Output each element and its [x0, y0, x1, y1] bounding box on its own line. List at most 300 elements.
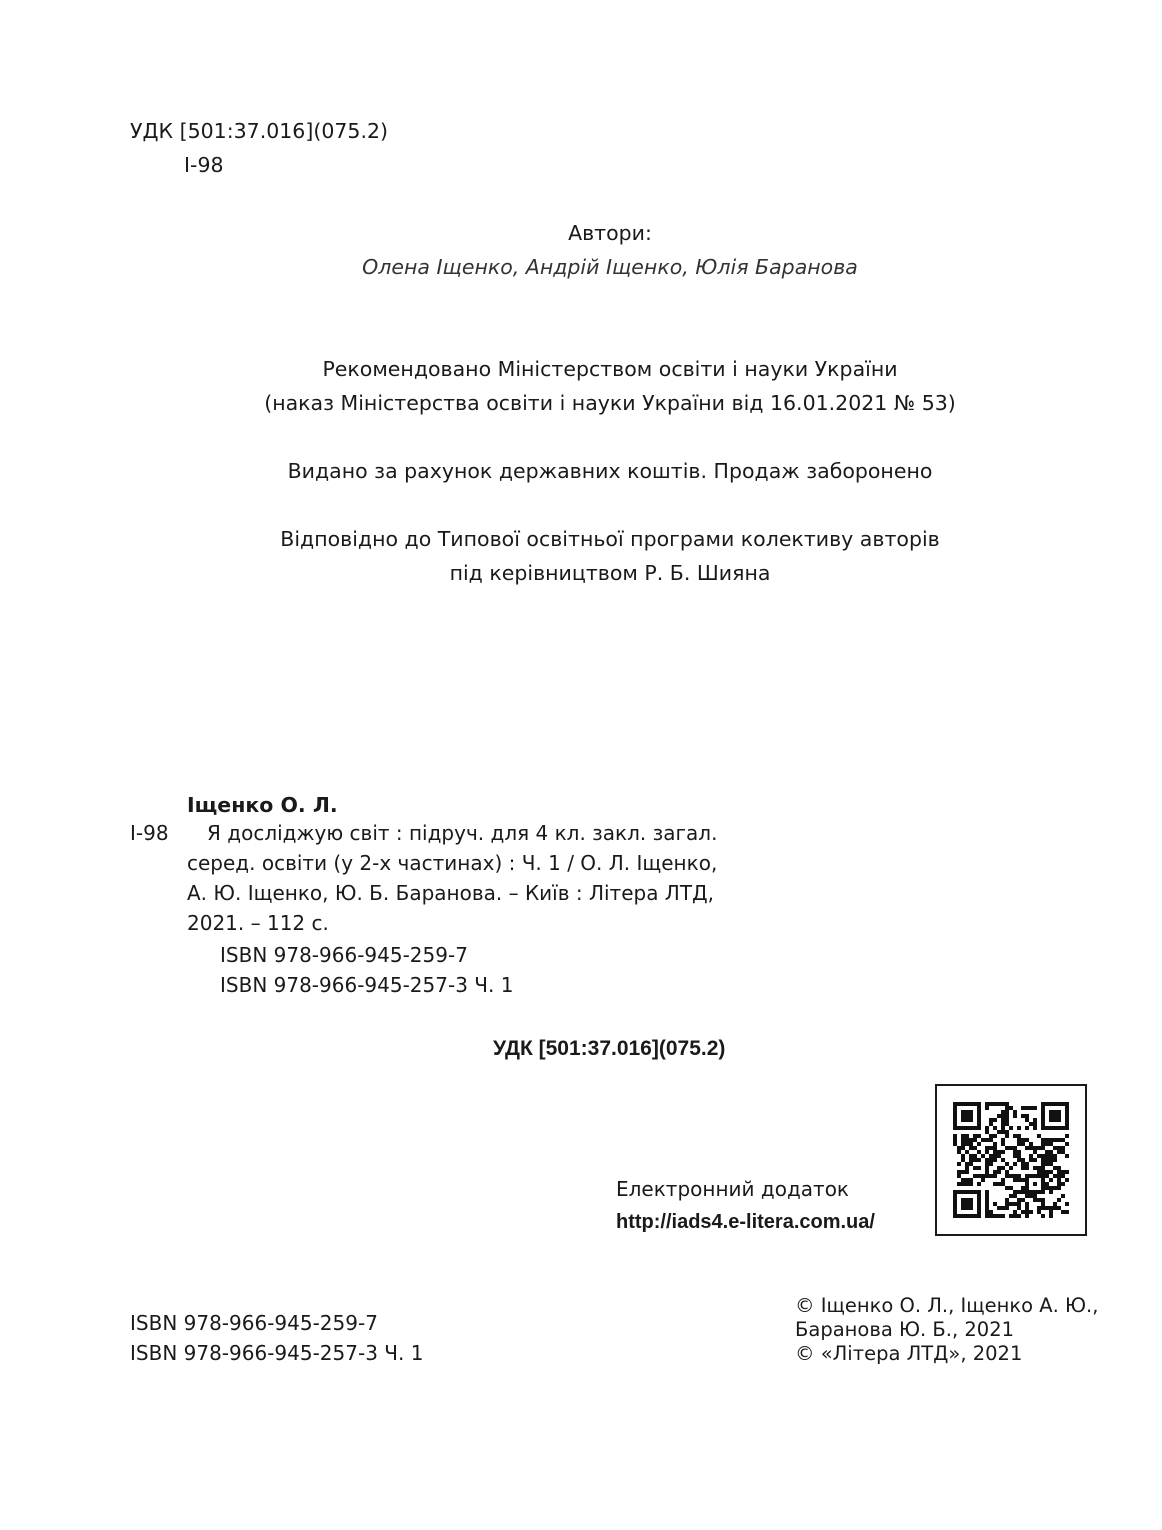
qr-module [1049, 1190, 1053, 1194]
qr-module [1021, 1142, 1025, 1146]
qr-module [1001, 1122, 1005, 1126]
qr-module [1045, 1150, 1049, 1154]
qr-module [1029, 1190, 1033, 1194]
qr-module [1041, 1178, 1045, 1182]
qr-module [953, 1194, 957, 1198]
qr-module [969, 1126, 973, 1130]
qr-module [1065, 1154, 1069, 1158]
qr-module [969, 1118, 973, 1122]
qr-module [985, 1158, 989, 1162]
qr-module [1009, 1174, 1013, 1178]
qr-module [1053, 1102, 1057, 1106]
copyright-line: © «Літера ЛТД», 2021 [795, 1342, 1023, 1365]
qr-module [1013, 1210, 1017, 1214]
qr-module [1017, 1198, 1021, 1202]
qr-module [1005, 1202, 1009, 1206]
qr-module [977, 1122, 981, 1126]
catalog-card-isbn [220, 940, 513, 1000]
qr-module [957, 1174, 961, 1178]
catalog-card-author: Іщенко О. Л. [187, 793, 338, 817]
qr-module [1033, 1158, 1037, 1162]
qr-module [973, 1214, 977, 1218]
qr-module [973, 1158, 977, 1162]
qr-module [1017, 1206, 1021, 1210]
qr-module [997, 1170, 1001, 1174]
qr-module [985, 1194, 989, 1198]
qr-module [969, 1182, 973, 1186]
qr-module [1057, 1110, 1061, 1114]
authors-names: Олена Іщенко, Андрій Іщенко, Юлія Баранова [362, 255, 858, 279]
recommendation-block [210, 352, 1010, 420]
qr-module [1009, 1202, 1013, 1206]
qr-module [1045, 1158, 1049, 1162]
qr-module [985, 1106, 989, 1110]
qr-module [1049, 1150, 1053, 1154]
qr-module [1061, 1102, 1065, 1106]
qr-module [997, 1166, 1001, 1170]
qr-module [1017, 1134, 1021, 1138]
qr-module [1033, 1106, 1037, 1110]
qr-module [1001, 1166, 1005, 1170]
qr-module [1041, 1110, 1045, 1114]
qr-module [981, 1138, 985, 1142]
qr-module [965, 1202, 969, 1206]
qr-module [985, 1210, 989, 1214]
qr-module [957, 1190, 961, 1194]
qr-module [1065, 1126, 1069, 1130]
qr-module [953, 1122, 957, 1126]
qr-module [1041, 1122, 1045, 1126]
qr-module [1045, 1206, 1049, 1210]
qr-module [1049, 1126, 1053, 1130]
qr-module [1033, 1198, 1037, 1202]
qr-module [993, 1102, 997, 1106]
qr-module [989, 1154, 993, 1158]
electronic-supplement-label: Електронний додаток [616, 1177, 850, 1201]
qr-module [965, 1166, 969, 1170]
qr-module [1041, 1182, 1045, 1186]
qr-module [1005, 1170, 1009, 1174]
qr-module [1045, 1142, 1049, 1146]
qr-module [1005, 1106, 1009, 1110]
qr-module [961, 1134, 965, 1138]
qr-module [957, 1146, 961, 1150]
qr-module [1033, 1118, 1037, 1122]
qr-module [961, 1126, 965, 1130]
program-line-1: Відповідно до Типової освітньої програми колективу авторів [280, 527, 940, 551]
qr-module [957, 1126, 961, 1130]
qr-module [953, 1210, 957, 1214]
qr-module [969, 1190, 973, 1194]
qr-module [1045, 1182, 1049, 1186]
qr-module [1025, 1210, 1029, 1214]
qr-module [1021, 1190, 1025, 1194]
qr-module [1057, 1118, 1061, 1122]
catalog-card-line: 2021. – 112 с. [187, 911, 329, 935]
qr-module [965, 1126, 969, 1130]
qr-module [1041, 1206, 1045, 1210]
qr-module [1029, 1158, 1033, 1162]
qr-module [973, 1138, 977, 1142]
qr-module [1045, 1186, 1049, 1190]
qr-module [961, 1182, 965, 1186]
qr-module [969, 1214, 973, 1218]
qr-module [1009, 1166, 1013, 1170]
qr-module [1049, 1162, 1053, 1166]
qr-module [989, 1118, 993, 1122]
qr-module [1017, 1126, 1021, 1130]
authors-label: Автори: [568, 221, 652, 245]
qr-module [961, 1110, 965, 1114]
qr-module [985, 1174, 989, 1178]
qr-module [1025, 1174, 1029, 1178]
qr-module [1065, 1142, 1069, 1146]
qr-module [1049, 1214, 1053, 1218]
qr-module [961, 1206, 965, 1210]
qr-module [977, 1194, 981, 1198]
qr-module [989, 1158, 993, 1162]
qr-module [973, 1166, 977, 1170]
qr-module [1013, 1214, 1017, 1218]
qr-module [1021, 1210, 1025, 1214]
authors-block [260, 216, 960, 284]
qr-module [1021, 1114, 1025, 1118]
qr-module [1045, 1174, 1049, 1178]
qr-module [1021, 1106, 1025, 1110]
qr-module [961, 1146, 965, 1150]
qr-module [965, 1198, 969, 1202]
qr-module [1041, 1146, 1045, 1150]
catalog-card-line: серед. освіти (у 2-х частинах) : Ч. 1 / О. Л. Іщенко, [187, 851, 718, 875]
qr-module [985, 1150, 989, 1154]
qr-module [1001, 1158, 1005, 1162]
qr-module [961, 1214, 965, 1218]
qr-module [953, 1202, 957, 1206]
qr-module [985, 1202, 989, 1206]
catalog-card-description [187, 818, 717, 938]
qr-module [965, 1162, 969, 1166]
qr-module [1009, 1126, 1013, 1130]
qr-module [1013, 1194, 1017, 1198]
copyright-block [795, 1294, 1098, 1366]
qr-module [985, 1190, 989, 1194]
qr-module [1061, 1182, 1065, 1186]
qr-module [977, 1158, 981, 1162]
qr-module [977, 1210, 981, 1214]
qr-module [1057, 1178, 1061, 1182]
qr-module [969, 1178, 973, 1182]
qr-module [1025, 1106, 1029, 1110]
qr-module [1041, 1126, 1045, 1130]
qr-module [1045, 1126, 1049, 1130]
qr-module [973, 1154, 977, 1158]
qr-module [1049, 1142, 1053, 1146]
qr-module [989, 1102, 993, 1106]
qr-module [1049, 1158, 1053, 1162]
bottom-isbn [130, 1308, 423, 1368]
qr-module [1037, 1146, 1041, 1150]
qr-module [1065, 1210, 1069, 1214]
qr-module [993, 1142, 997, 1146]
qr-module [1017, 1138, 1021, 1142]
qr-module [1021, 1198, 1025, 1202]
qr-module [1033, 1174, 1037, 1178]
qr-module [1013, 1110, 1017, 1114]
qr-module [961, 1138, 965, 1142]
qr-module [977, 1118, 981, 1122]
qr-module [997, 1206, 1001, 1210]
qr-module [977, 1182, 981, 1186]
qr-module [953, 1114, 957, 1118]
qr-module [969, 1202, 973, 1206]
qr-module [977, 1166, 981, 1170]
qr-module [1041, 1114, 1045, 1118]
qr-module [985, 1130, 989, 1134]
qr-module [1065, 1102, 1069, 1106]
qr-module [973, 1126, 977, 1130]
qr-module [1021, 1162, 1025, 1166]
qr-module [1065, 1178, 1069, 1182]
qr-module [1037, 1154, 1041, 1158]
qr-module [1017, 1202, 1021, 1206]
qr-module [985, 1206, 989, 1210]
qr-module [1041, 1174, 1045, 1178]
qr-module [1021, 1178, 1025, 1182]
qr-module [1049, 1102, 1053, 1106]
qr-module [1013, 1162, 1017, 1166]
qr-module [1005, 1114, 1009, 1118]
qr-module [1025, 1194, 1029, 1198]
qr-module [1029, 1194, 1033, 1198]
qr-module [961, 1114, 965, 1118]
qr-module [953, 1106, 957, 1110]
qr-module [1005, 1118, 1009, 1122]
qr-module [1041, 1154, 1045, 1158]
qr-module [985, 1166, 989, 1170]
qr-module [1013, 1174, 1017, 1178]
qr-module [969, 1162, 973, 1166]
qr-module [1005, 1122, 1009, 1126]
qr-module [1001, 1102, 1005, 1106]
qr-module [1005, 1102, 1009, 1106]
qr-module [1025, 1162, 1029, 1166]
qr-module [985, 1146, 989, 1150]
qr-module [1049, 1186, 1053, 1190]
qr-module [985, 1198, 989, 1202]
qr-module [1045, 1162, 1049, 1166]
qr-module [1017, 1150, 1021, 1154]
qr-module [1037, 1206, 1041, 1210]
qr-module [977, 1214, 981, 1218]
qr-module [1041, 1158, 1045, 1162]
qr-module [985, 1126, 989, 1130]
qr-module [1025, 1206, 1029, 1210]
copyright-line: © Іщенко О. Л., Іщенко А. Ю., [795, 1294, 1099, 1317]
qr-module [1041, 1162, 1045, 1166]
qr-module [1053, 1126, 1057, 1130]
qr-module [1061, 1126, 1065, 1130]
qr-module [957, 1162, 961, 1166]
qr-module [993, 1154, 997, 1158]
qr-module [1001, 1114, 1005, 1118]
qr-module [1001, 1126, 1005, 1130]
qr-module [1001, 1138, 1005, 1142]
qr-module [1005, 1206, 1009, 1210]
qr-module [1009, 1106, 1013, 1110]
qr-module [973, 1190, 977, 1194]
qr-module [977, 1174, 981, 1178]
qr-module [1061, 1150, 1065, 1154]
qr-module [1045, 1154, 1049, 1158]
qr-module [965, 1134, 969, 1138]
qr-module [1033, 1150, 1037, 1154]
qr-module [1065, 1134, 1069, 1138]
sale-notice-block [210, 454, 1010, 488]
qr-module [1065, 1114, 1069, 1118]
qr-module [1037, 1166, 1041, 1170]
qr-module [965, 1190, 969, 1194]
qr-module [953, 1206, 957, 1210]
qr-module [969, 1110, 973, 1114]
qr-module [1017, 1154, 1021, 1158]
qr-module [1025, 1166, 1029, 1170]
qr-module [1001, 1142, 1005, 1146]
qr-module [985, 1162, 989, 1166]
qr-module [997, 1102, 1001, 1106]
qr-module [977, 1190, 981, 1194]
qr-module [965, 1118, 969, 1122]
qr-module [965, 1182, 969, 1186]
qr-module [1057, 1138, 1061, 1142]
qr-module [1049, 1210, 1053, 1214]
qr-module [977, 1106, 981, 1110]
qr-module [997, 1214, 1001, 1218]
qr-module [973, 1134, 977, 1138]
qr-module [981, 1174, 985, 1178]
udk-code: УДК [501:37.016](075.2) [130, 119, 389, 143]
qr-module [969, 1138, 973, 1142]
qr-module [977, 1202, 981, 1206]
qr-module [969, 1158, 973, 1162]
qr-module [1037, 1198, 1041, 1202]
qr-module [965, 1214, 969, 1218]
qr-module [953, 1198, 957, 1202]
qr-module [1041, 1190, 1045, 1194]
qr-module [1049, 1170, 1053, 1174]
qr-module [1033, 1166, 1037, 1170]
program-line-2: під керівництвом Р. Б. Шияна [449, 561, 771, 585]
qr-module [1065, 1202, 1069, 1206]
qr-module [1057, 1170, 1061, 1174]
qr-module [961, 1118, 965, 1122]
qr-module [1049, 1114, 1053, 1118]
qr-module [977, 1150, 981, 1154]
qr-module [1057, 1150, 1061, 1154]
qr-module [1009, 1186, 1013, 1190]
qr-module [1013, 1146, 1017, 1150]
qr-module [1009, 1194, 1013, 1198]
qr-module [1053, 1138, 1057, 1142]
qr-module [1053, 1146, 1057, 1150]
qr-module [1061, 1194, 1065, 1198]
qr-module [969, 1154, 973, 1158]
qr-module [1057, 1146, 1061, 1150]
qr-module [1057, 1198, 1061, 1202]
qr-module [965, 1138, 969, 1142]
qr-module [953, 1102, 957, 1106]
qr-module [1025, 1114, 1029, 1118]
qr-module [1025, 1182, 1029, 1186]
qr-module [1041, 1106, 1045, 1110]
qr-module [993, 1202, 997, 1206]
qr-module [977, 1134, 981, 1138]
qr-module [1005, 1162, 1009, 1166]
qr-module [989, 1210, 993, 1214]
recommendation-line-1: Рекомендовано Міністерством освіти і науки України [322, 357, 898, 381]
qr-module [1045, 1170, 1049, 1174]
qr-module [961, 1178, 965, 1182]
qr-module [1049, 1154, 1053, 1158]
qr-module [993, 1158, 997, 1162]
qr-module [953, 1214, 957, 1218]
qr-module [1009, 1146, 1013, 1150]
qr-module [957, 1150, 961, 1154]
qr-module [961, 1198, 965, 1202]
qr-module [1021, 1166, 1025, 1170]
qr-module [1065, 1118, 1069, 1122]
udk-index: І-98 [184, 153, 224, 177]
qr-module [1025, 1186, 1029, 1190]
qr-module [1053, 1118, 1057, 1122]
qr-module [1017, 1158, 1021, 1162]
qr-module [1013, 1134, 1017, 1138]
qr-module [953, 1190, 957, 1194]
qr-module [1001, 1130, 1005, 1134]
qr-module [993, 1170, 997, 1174]
qr-module [1033, 1122, 1037, 1126]
qr-module [1053, 1154, 1057, 1158]
qr-module [1037, 1170, 1041, 1174]
qr-module [1049, 1110, 1053, 1114]
electronic-supplement-link[interactable]: http://iads4.e-litera.com.ua/ [616, 1211, 875, 1233]
qr-module [961, 1158, 965, 1162]
qr-module [1005, 1130, 1009, 1134]
qr-module [1037, 1134, 1041, 1138]
qr-module [1049, 1206, 1053, 1210]
qr-module [969, 1102, 973, 1106]
qr-module [993, 1118, 997, 1122]
qr-module [1065, 1122, 1069, 1126]
qr-module [1057, 1126, 1061, 1130]
qr-module [997, 1150, 1001, 1154]
qr-module [961, 1154, 965, 1158]
qr-module [1005, 1110, 1009, 1114]
qr-module [1025, 1126, 1029, 1130]
qr-module [989, 1134, 993, 1138]
qr-module [1001, 1178, 1005, 1182]
qr-module [1057, 1114, 1061, 1118]
qr-module [997, 1154, 1001, 1158]
sale-notice: Видано за рахунок державних коштів. Продаж заборонено [287, 459, 933, 483]
qr-module [965, 1206, 969, 1210]
qr-module [1045, 1102, 1049, 1106]
qr-module [1037, 1174, 1041, 1178]
qr-module [977, 1102, 981, 1106]
qr-module [969, 1114, 973, 1118]
qr-module [985, 1170, 989, 1174]
qr-module [1037, 1210, 1041, 1214]
qr-module [961, 1170, 965, 1174]
